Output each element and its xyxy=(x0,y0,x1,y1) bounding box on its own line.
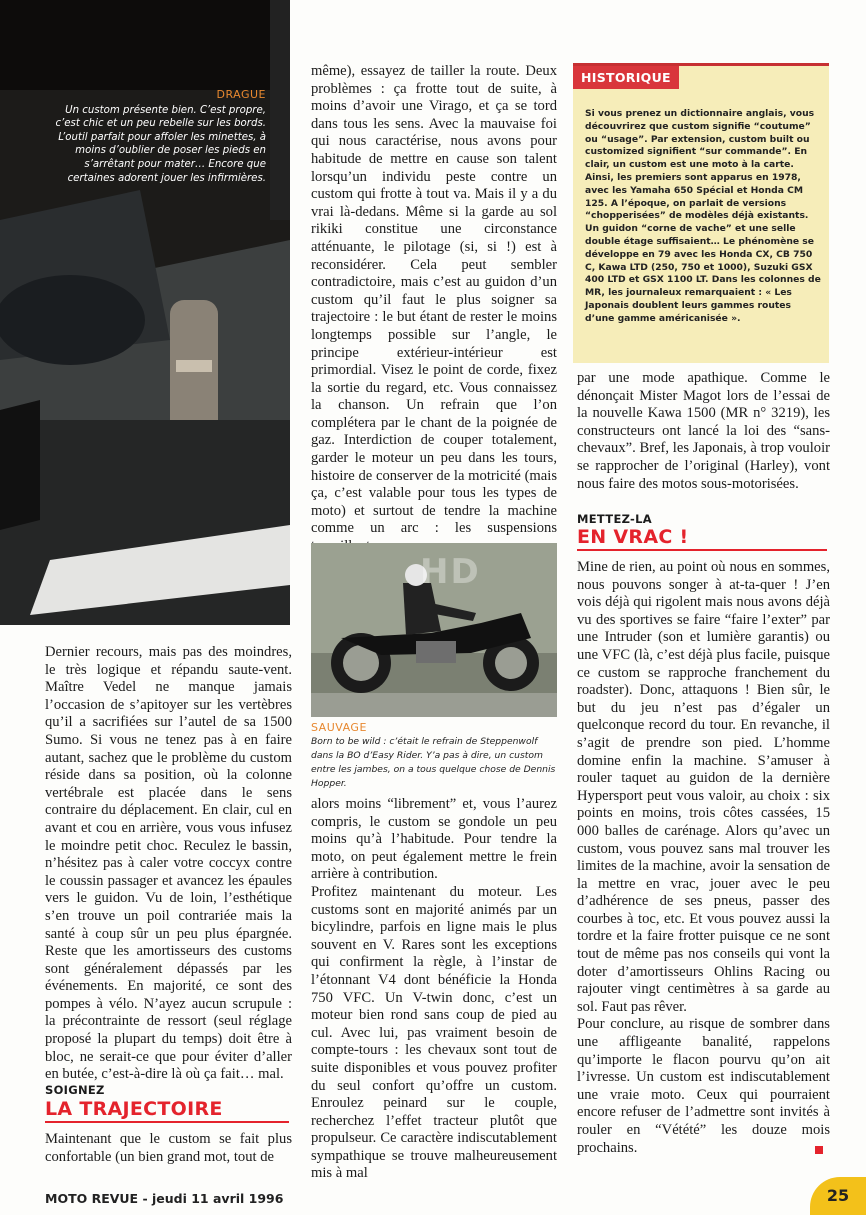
section-kicker: SOIGNEZ xyxy=(45,1083,105,1097)
footer-text: MOTO REVUE - jeudi 11 avril 1996 xyxy=(45,1191,284,1206)
box-title: HISTORIQUE xyxy=(573,66,679,89)
paragraph: par une mode apathique. Comme le dénonçait Mister Magot lors de l’essai de la nouvelle Kawa 1500 (MR n° 3219), les constructeurs ont lancé la loi des “sans-chevaux”. Bref, les Japonais, à trop vouloir se rapprocher de l’original (Harley), vont nous faire des motos sous-motorisées. xyxy=(577,370,830,492)
column-3-body xyxy=(577,559,830,1157)
end-mark xyxy=(815,1146,823,1154)
caption-heading: DRAGUE xyxy=(216,88,266,101)
paragraph: Pour conclure, au risque de sombrer dans une affligeante banalité, rappelons qu’importe le flacon pourvu qu’on ait l’ivresse. Un custom est indiscutablement une vraie moto. Ceux qui pourraient encore refuser de l’admettre sont invités à rouler en “Vétété” les douze mois prochains. xyxy=(577,1016,830,1156)
paragraph: Profitez maintenant du moteur. Les customs sont en majorité animés par un bicylindre, parfois en ligne mais le plus souvent en V. Rares sont les exceptions qui confirment la règle, à l’instar de l’étonnant V4 dont bénéficie la Honda 750 VFC. Un V-twin donc, c’est un moteur bien rond sans coup de pied au cul. Avec lui, pas vraiment besoin de compte-tours : les chevaux sont tout de suite disponibles et vous pouvez profiter du seul confort qu’offre un custom. Enroulez peinard sur le couple, recherchez l’effet tracteur plutôt que propulseur. Ce caractère indiscutablement sympathique se trouve malheureusement mis à mal xyxy=(311,883,557,1182)
section-kicker: METTEZ-LA xyxy=(577,512,652,526)
column-3-top xyxy=(577,370,830,493)
paragraph: même), essayez de tailler la route. Deux problèmes : ça frotte tout de suite, à moins d’avoir une Virago, et ça se tord dans tous les sens. Avec la mauvaise foi qui nous caractérise, nous avons pour habitude de mettre en cause son talent lorsqu’un individu peste contre un custom qui frotte à tout va. Mais il y a du vrai là-dedans. Même si la garde au sol rikiki constitue une circonstance atténuante, le pilotage (si, si !) est à reconsidérer. Cela peut sembler contradictoire, mais c’est au guidon d’un custom qu’il faut le plus soigner sa trajectoire : le but étant de rester le moins longtemps possible sur l’angle, le principe extérieur-intérieur est primordial. Visez le point de corde, fixez la sortie du regard, etc. Vous connaissez la chanson. Un refrain que l’on complétera par le chant de la poignée de gaz. Interdiction de couper totalement, garder le moteur un peu dans les tours, histoire de conserver de la motricité (mais ça, c’est valable pour tous les types de moto) et surtout de tendre la machine comme un arc : les suspensions xyxy=(311,63,557,537)
column-2-bottom xyxy=(311,796,557,1183)
top-photo xyxy=(0,0,290,625)
top-photo-caption xyxy=(52,88,266,185)
section-paragraph: Maintenant que le custom se fait plus confortable (un bien grand mot, tout de xyxy=(45,1131,292,1165)
historique-box xyxy=(573,63,829,363)
box-text: Si vous prenez un dictionnaire anglais, vous découvrirez que custom signifie “coutume” ou “usage”. Par extension, custom built ou customized signifient “sur commande”. En clair, un custom est une moto à la carte. Ainsi, les premiers sont apparus en 1978, avec les Yamaha 650 Spécial et Honda CM 125. A l’époque, on parlait de versions “chopperisées” de modèles déjà existants. Un guidon “corne de vache” et une selle double étage suffisaient… Le phénomène se développe en 79 avec les Honda CX, CB 750 C, Kawa LTD (250, 750 et 1000), Suzuki GSX 400 LTD et GSX 1100 LT. Dans les colonnes de MR, les journaleux remarquaient : « Les Japonais doublent leurs gammes routes d’une gamme américanisée ». xyxy=(585,108,821,324)
paragraph: Mine de rien, au point où nous en sommes, nous pouvons songer à at-ta-quer ! J’en vois déjà qui rigolent mais nous avons déjà vu des sportives se faire “faire l’exter” par une Intruder (son et lumière garantis) ou une VFC (là, c’est déjà plus facile, puisque ce custom se rapproche franchement du roadster). Donc, attaquons ! Bien sûr, le but du jeu n’est pas d’égaler un quelconque record du tour. En revanche, il s’agit de prendre son pied. L’homme domine enfin la machine. S’amuser à rouler taquet au guidon de la dernière Hypersport peut vous valoir, au choix : six points en moins, trois côtes cassées, 15 000 balles de carénage. Alors qu’avec un custom, vous pouvez sans mal trouver les limites de la machine, avoir la sensation de la mettre en vrac, jouer avec le peu d’adhérence de ses pneus, passer des courbes à toc, etc. Et vous pouvez aussi la tordre et la faire frotter puisque ce ne sont tout de même pas nos conseils qui vont la doter d’amortisseurs Ohlins Racing ou rajouter vingt centimètres à sa garde au sol. Faut pas rêver. xyxy=(577,559,830,1015)
paragraph: Dernier recours, mais pas des moindres, le très logique et répandu saute-vent. Maître Vedel ne manque jamais l’occasion de s’apitoyer sur les vertèbres qu’il a sacrifiées sur l’autel de sa 1500 Sumo. Si vous ne tenez pas à en faire autant, sachez que le problème du custom réside dans sa position, où la colonne vertébrale est placée dans le sens contraire du déplacement. En clair, cul en avant et cou en arrière, vous vous infusez le moindre petit choc. Reculez le bassin, n’hésitez pas à caler votre coccyx contre le coussin passager et avancez les épaules vers le guidon. Vu de loin, l’esthétique s’en trouve un poil contrariée mais la santé à coup sûr un peu plus épargnée. Reste que les amortisseurs des customs sont généralement dépassés par les événements. En majorité, ce sont des pompes à vélo. N’ayez aucun scrupule : la précontrainte de ressort (seul réglage proposé la plupart du temps) doit être à bloc, ne serait-ce que pour éviter d’aller en butée, c’est-à-dire là où ça fait… mal. xyxy=(45,644,292,1083)
column-1 xyxy=(45,644,292,1084)
caption-text: Un custom présente bien. C’est propre, c’est chic et un peu rebelle sur les bords. L’outil parfait pour affoler les minettes, à moins d’oublier de poser les pieds en s’arrêtant pour mater… Encore que certaines adorent jouer les infirmières. xyxy=(55,104,266,184)
section-title: EN VRAC ! xyxy=(577,526,827,551)
paragraph: alors moins “librement” et, vous l’aurez compris, le custom se gondole un peu moins qu’à l’habitude. Pour tendre la moto, on peut également mettre le frein arrière à contribution. xyxy=(311,796,557,883)
column-2-top xyxy=(311,63,557,556)
caption-text: Born to be wild : c’était le refrain de Steppenwolf dans la BO d’Easy Rider. Y’a pas à dire, un custom entre les jambes, on a tous quelque chose de Dennis Hopper. xyxy=(311,736,556,789)
mid-photo-caption xyxy=(311,721,559,791)
section-title: LA TRAJECTOIRE xyxy=(45,1098,289,1123)
watermark: HD xyxy=(420,552,481,592)
page-number: 25 xyxy=(810,1177,866,1215)
caption-heading: SAUVAGE xyxy=(311,721,367,734)
